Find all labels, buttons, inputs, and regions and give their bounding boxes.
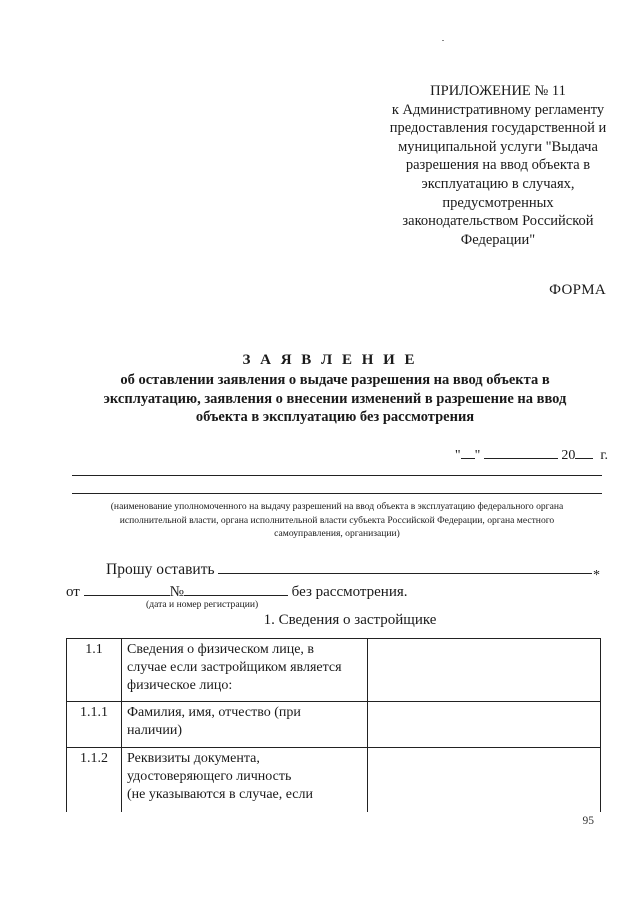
- appendix-line: эксплуатацию в случаях,: [421, 175, 575, 192]
- appendix-line: предоставления государственной и: [389, 120, 607, 137]
- date-close-quote: ": [474, 448, 481, 463]
- appendix-line: муниципальной услуги "Выдача: [398, 138, 598, 155]
- registration-caption: (дата и номер регистрации): [146, 599, 259, 610]
- scan-speck: [442, 40, 444, 41]
- from-label: от: [66, 584, 80, 600]
- document-title: З А Я В Л Е Н И Е: [242, 352, 418, 368]
- page-number: 95: [582, 815, 594, 827]
- table-row: [67, 639, 601, 702]
- date-field: [455, 446, 608, 464]
- registration-date-blank[interactable]: [84, 583, 170, 596]
- table-row: [67, 748, 601, 813]
- caption-line: (наименование уполномоченного на выдачу разрешений на ввод объекта в эксплуатацию федерального органа: [110, 501, 564, 512]
- row-label: [122, 702, 368, 748]
- caption-line: исполнительной власти, органа исполнительной власти субъекта Российской Федерации, органа местного: [119, 514, 555, 526]
- appendix-line: предусмотренных: [442, 194, 554, 211]
- appendix-line: Федерации": [460, 231, 536, 248]
- label-line: удостоверяющего личность: [127, 769, 292, 784]
- section-title: 1. Сведения о застройщике: [263, 612, 437, 628]
- appendix-line: разрешения на ввод объекта в: [405, 157, 591, 174]
- row-label: [122, 639, 368, 702]
- year-prefix: 20: [561, 448, 576, 463]
- caption-line: самоуправления, организации): [274, 528, 400, 539]
- date-open-quote: ": [454, 448, 461, 463]
- appendix-line: законодательством Российской: [402, 213, 594, 230]
- subtitle-line: эксплуатацию, заявления о внесении изменений в разрешение на ввод: [103, 390, 567, 407]
- appendix-line: ПРИЛОЖЕНИЕ № 11: [430, 83, 566, 99]
- row-value-cell[interactable]: [368, 639, 601, 702]
- label-line: Сведения о физическом лице, в: [127, 642, 315, 657]
- table-row: [67, 702, 601, 748]
- day-blank[interactable]: [461, 446, 475, 459]
- month-blank[interactable]: [484, 446, 558, 459]
- row-label: [122, 748, 368, 813]
- label-line: Фамилия, имя, отчество (при: [127, 705, 301, 720]
- row-number: 1.1.2: [67, 748, 122, 813]
- number-sign: №: [169, 584, 184, 600]
- request-prefix: Прошу оставить: [106, 561, 215, 578]
- row-value-cell[interactable]: [368, 702, 601, 748]
- request-blank[interactable]: [218, 561, 592, 574]
- asterisk-mark: *: [593, 568, 600, 583]
- row-number: 1.1: [67, 639, 122, 702]
- request-line: [106, 561, 592, 579]
- subtitle-line: об оставлении заявления о выдаче разрешения на ввод объекта в: [120, 372, 550, 388]
- official-line-1[interactable]: [72, 475, 602, 476]
- subtitle-line: объекта в эксплуатацию без рассмотрения: [195, 409, 475, 425]
- appendix-line: к Административному регламенту: [391, 101, 605, 118]
- label-line: физическое лицо:: [127, 678, 233, 693]
- official-line-2[interactable]: [72, 493, 602, 494]
- label-line: Реквизиты документа,: [127, 751, 260, 766]
- row-value-cell[interactable]: [368, 748, 601, 813]
- developer-info-table: [66, 638, 601, 812]
- year-blank[interactable]: [575, 446, 593, 459]
- appendix-header: [378, 82, 618, 249]
- official-caption: [72, 500, 602, 541]
- registration-number-blank[interactable]: [184, 583, 288, 596]
- form-label: ФОРМА: [549, 282, 606, 298]
- request-suffix: без рассмотрения.: [291, 584, 408, 600]
- label-line: наличии): [127, 723, 182, 738]
- document-subtitle: [90, 371, 580, 427]
- label-line: (не указываются в случае, если: [127, 787, 313, 802]
- label-line: случае если застройщиком является: [127, 660, 342, 675]
- row-number: 1.1.1: [67, 702, 122, 748]
- year-suffix: г.: [600, 448, 608, 463]
